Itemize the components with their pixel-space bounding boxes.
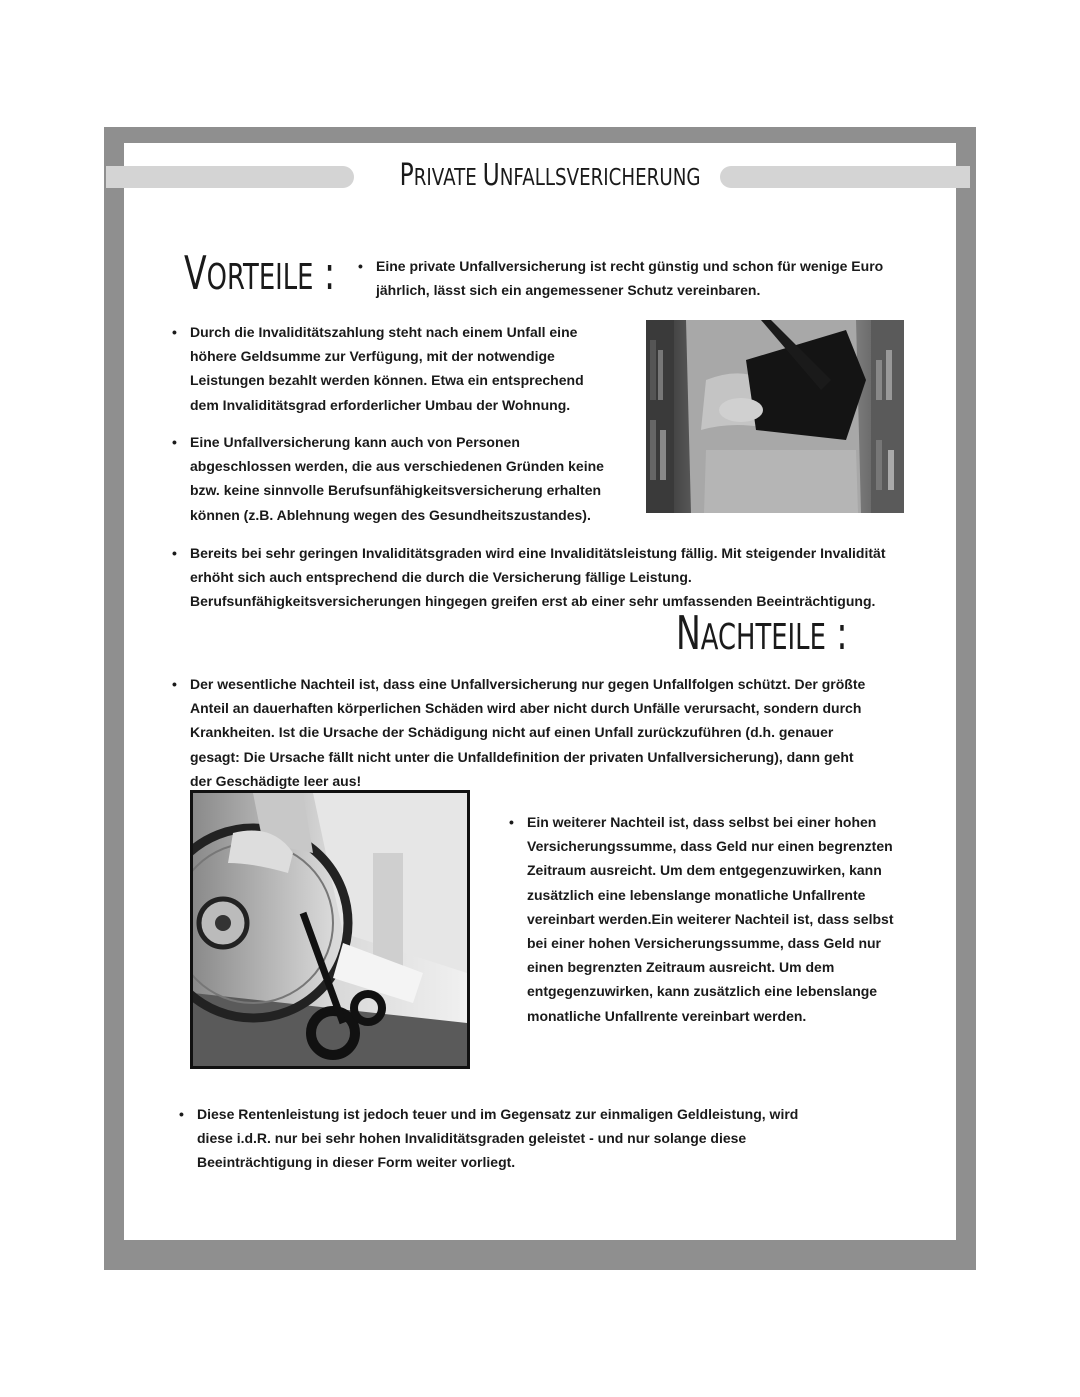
- pro-item-1: • Eine private Unfallversicherung ist recht günstig und schon für wenige Euro jährlich, lässt sich ein angemessener Schutz vereinbaren.: [376, 254, 906, 302]
- con-item-1: • Der wesentliche Nachteil ist, dass eine Unfallversicherung nur gegen Unfallfolgen schützt. Der größte Anteil an dauerhaften körperlichen Schäden wird aber nicht durch Unfälle verursacht, sondern durch Krankheiten. Ist die Ursache der Schädigung nicht auf einen Unfall zurückzuführen (d.h. genauer gesagt: Die Ursache fällt nicht unter die Unfalldefinition der privaten Unfallversicherung), dann geht der Geschädigte leer aus!: [190, 672, 870, 793]
- wheelchair-photo: [190, 790, 470, 1069]
- con-item-2: • Ein weiterer Nachteil ist, dass selbst bei einer hohen Versicherungssumme, dass Geld nur einen begrenzten Zeitraum ausreicht. Um dem entgegenzuwirken, kann zusätzlich eine lebenslange monatliche Unfallrente vereinbart werden.Ein weiterer Nachteil ist, dass selbst bei einer hohen Versicherungssumme, dass Geld nur einen begrenzten Zeitraum ausreicht. Um dem entgegenzuwirken, kann zusätzlich eine lebenslange monatliche Unfallrente vereinbart werden.: [527, 810, 897, 1028]
- con-item-3: • Diese Rentenleistung ist jedoch teuer und im Gegensatz zur einmaligen Geldleistung, wird diese i.d.R. nur bei sehr hohen Invaliditätsgraden geleistet - und nur solange diese Beeinträchtigung in dieser Form weiter vorliegt.: [197, 1102, 837, 1175]
- heading-vorteile: VORTEILE :: [184, 246, 336, 300]
- title-bar-left: [106, 166, 354, 188]
- title-bar-right: [720, 166, 970, 188]
- pro-item-2: • Durch die Invaliditätszahlung steht nach einem Unfall eine höhere Geldsumme zur Verfügung, mit der notwendige Leistungen bezahlt werden können. Etwa ein entsprechend dem Invaliditätsgrad erforderlicher Umbau der Wohnung.: [190, 320, 610, 417]
- arm-sling-photo: [646, 320, 904, 513]
- pro-item-3: • Eine Unfallversicherung kann auch von Personen abgeschlossen werden, die aus verschiedenen Gründen keine bzw. keine sinnvolle Berufsunfähigkeitsversicherung erhalten können (z.B. Ablehnung wegen des Gesundheitszustandes).: [190, 430, 610, 527]
- page-title: PRIVATE UNFALLSVERICHERUNG: [399, 158, 701, 193]
- heading-nachteile: NACHTEILE :: [676, 606, 848, 660]
- pro-item-4: • Bereits bei sehr geringen Invaliditätsgraden wird eine Invaliditätsleistung fällig. Mit steigender Invalidität erhöht sich auch entsprechend die durch die Versicherung fällige Leistung. Berufsunfähigkeitsversicherungen hingegen greifen erst ab einer sehr umfassenden Beeinträchtigung.: [190, 541, 890, 614]
